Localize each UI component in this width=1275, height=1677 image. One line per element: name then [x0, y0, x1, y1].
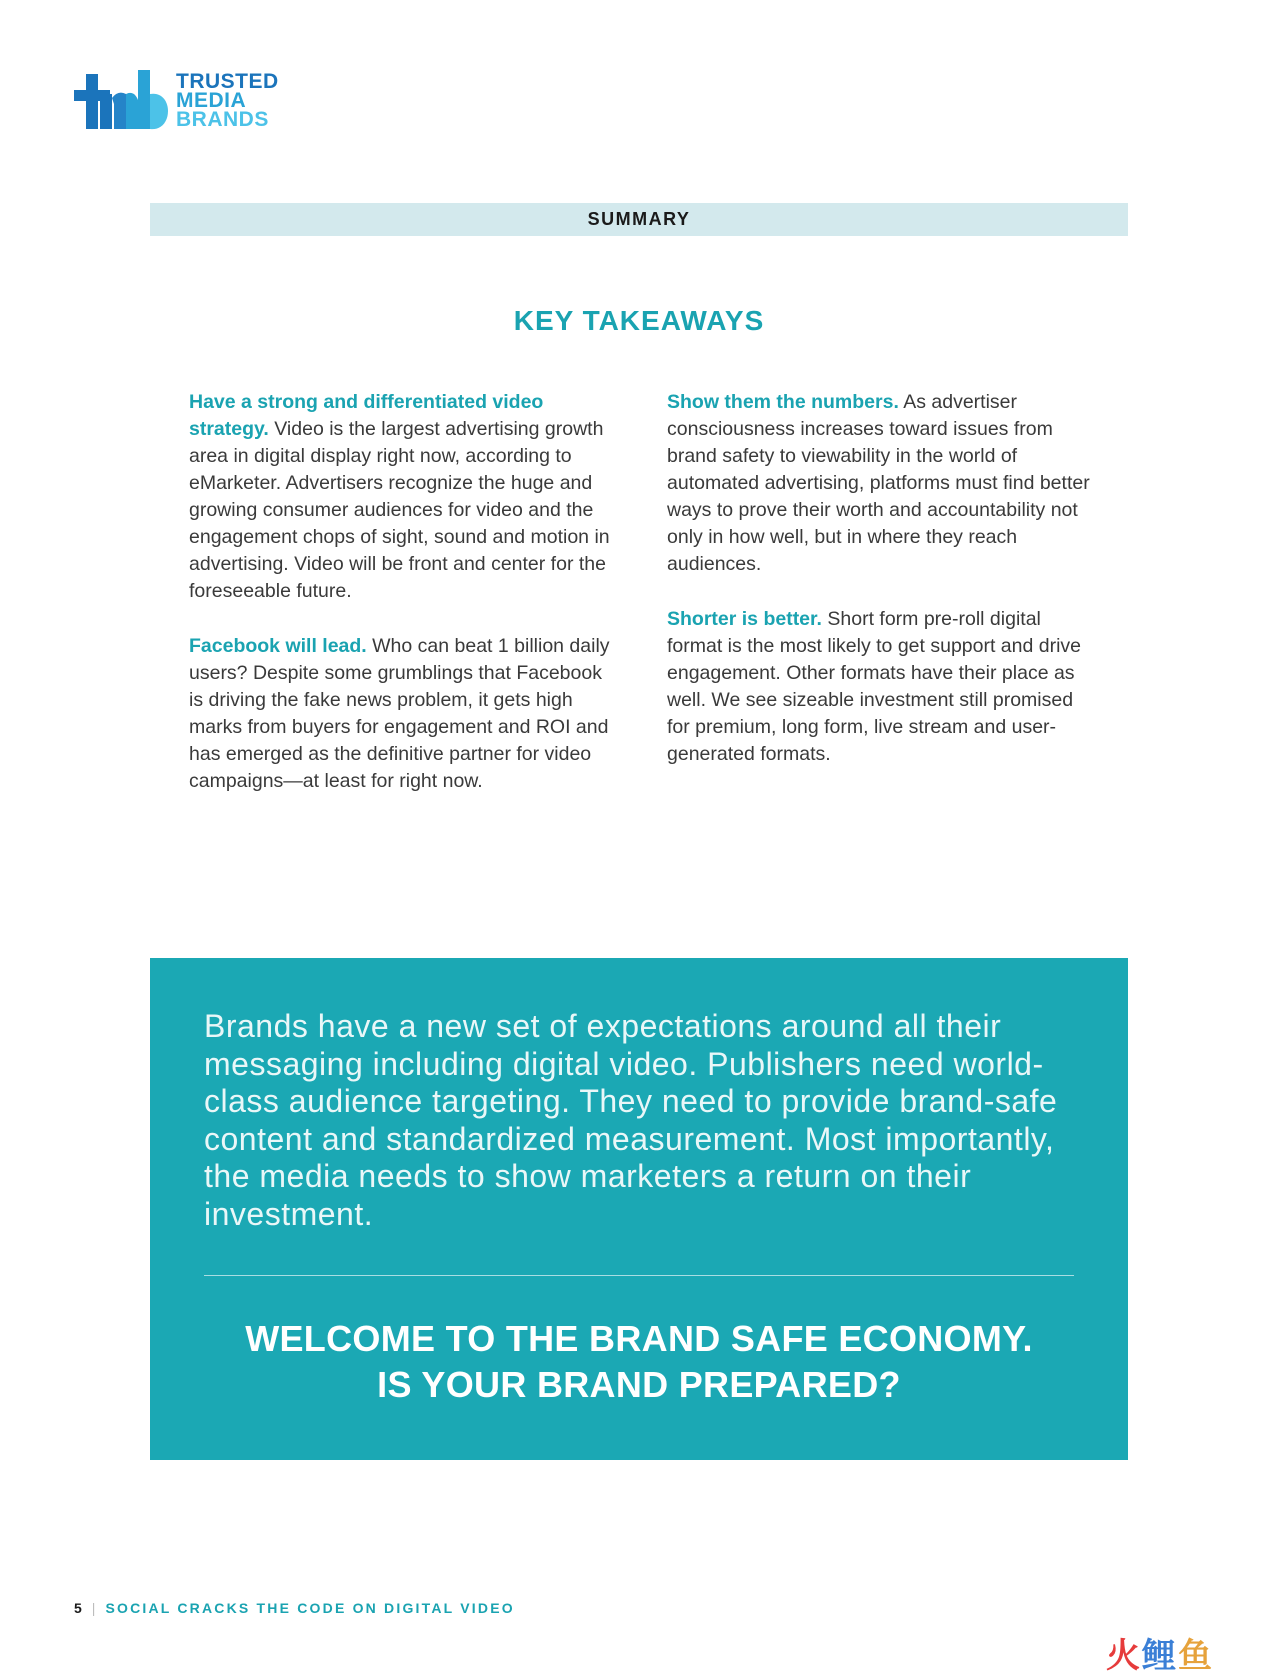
takeaway-lead: Have a strong and differentiated video strategy. [189, 391, 544, 440]
takeaway-body: As advertiser consciousness increases toward issues from brand safety to viewability in the world of automated advertising, platforms must find better ways to prove their worth and accountability not only in how well, but in where they reach audiences. [667, 391, 1090, 575]
footer-title: SOCIAL CRACKS THE CODE ON DIGITAL VIDEO [105, 1600, 515, 1616]
takeaway-paragraph [667, 389, 1097, 578]
takeaway-paragraph [667, 606, 1097, 768]
page-number: 5 [74, 1600, 82, 1616]
takeaway-paragraph [189, 389, 619, 605]
takeaway-lead: Show them the numbers. [667, 391, 899, 413]
watermark-char-2: 鲤 [1142, 1637, 1178, 1675]
takeaways-right-column [667, 389, 1097, 796]
summary-label: SUMMARY [587, 209, 691, 229]
key-takeaways-title: KEY TAKEAWAYS [513, 305, 765, 336]
summary-band [150, 203, 1128, 236]
takeaway-body: Who can beat 1 billion daily users? Despite some grumblings that Facebook is driving the fake news problem, it gets high marks from buyers for engagement and ROI and has emerged as the definitive partner for video campaigns—at least for right now. [189, 635, 610, 792]
logo-word-media: MEDIA [176, 89, 247, 112]
footer-separator: | [91, 1600, 96, 1616]
callout-headline-line2: IS YOUR BRAND PREPARED? [377, 1364, 901, 1405]
logo-word-brands: BRANDS [176, 108, 269, 131]
callout-divider [204, 1275, 1074, 1276]
watermark-char-1: 火 [1106, 1637, 1142, 1675]
takeaway-lead: Facebook will lead. [189, 635, 367, 657]
page-footer [74, 1600, 515, 1616]
tmb-logo-mark-icon [74, 70, 174, 132]
trusted-media-brands-logo [74, 70, 304, 132]
callout-quote: Brands have a new set of expectations around all their messaging including digital video. Publishers need world-class audience targeting. They need to provide brand-safe content and standardized measurement. Most importantly, the media needs to show marketers a return on their investment. [204, 1008, 1058, 1232]
logo-wordmark [176, 72, 279, 129]
takeaway-lead: Shorter is better. [667, 608, 822, 630]
watermark [1106, 1628, 1214, 1677]
takeaway-body: Short form pre-roll digital format is the most likely to get support and drive engagement. Other formats have their place as well. We see sizeable investment still promised for premium, long form, live stream and user-generated formats. [667, 608, 1082, 765]
takeaway-paragraph [189, 633, 619, 795]
logo-word-trusted: TRUSTED [176, 70, 279, 93]
takeaway-body: Video is the largest advertising growth area in digital display right now, according to eMarketer. Advertisers recognize the huge and growing consumer audiences for video and the engagement chops of sight, sound and motion in advertising. Video will be front and center for the foreseeable future. [189, 418, 610, 602]
watermark-char-3: 鱼 [1178, 1637, 1214, 1675]
takeaways-left-column [189, 389, 619, 823]
callout-box [150, 958, 1128, 1460]
callout-headline [150, 1316, 1128, 1408]
callout-headline-line1: WELCOME TO THE BRAND SAFE ECONOMY. [245, 1318, 1033, 1359]
